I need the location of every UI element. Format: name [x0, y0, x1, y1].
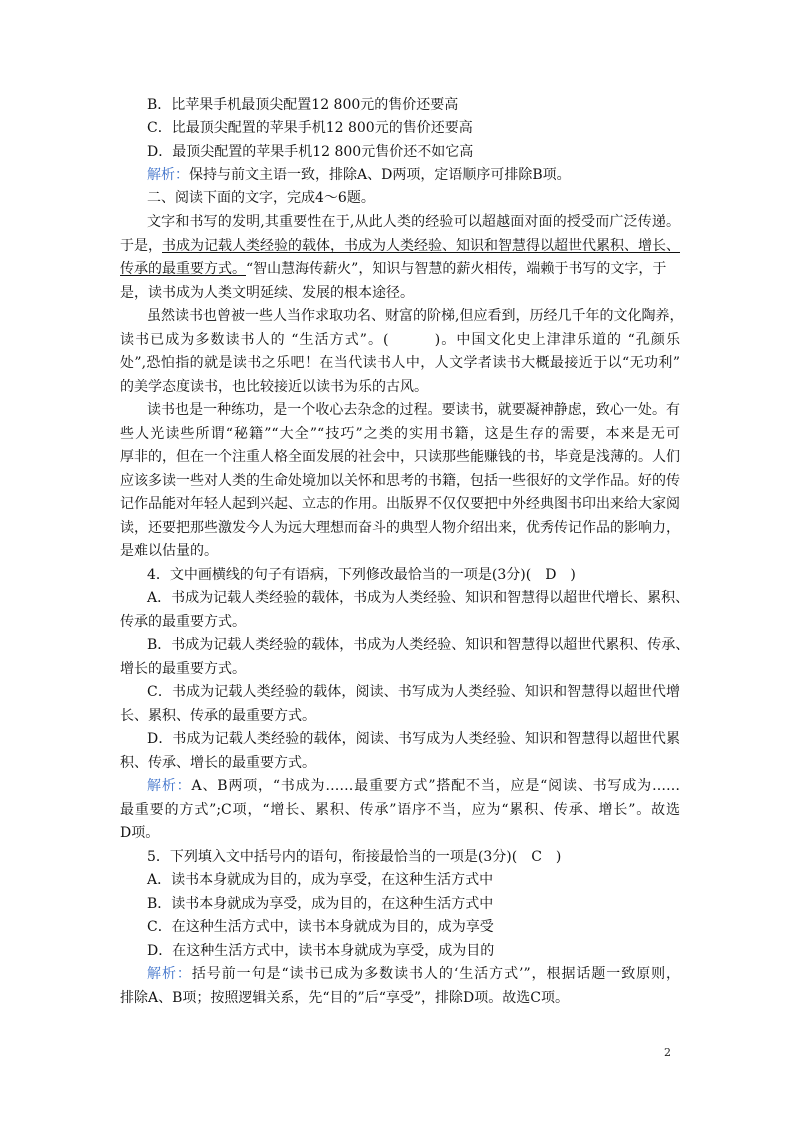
option-c-line: C．比最顶尖配置的苹果手机12 800元的售价还要高 — [147, 120, 473, 136]
passage-text: 于是， — [120, 238, 162, 254]
passage-line: 是难以估量的。 — [120, 543, 218, 559]
explanation-text: 保持与前文主语一致，排除A、D两项，定语顺序可排除B项。 — [189, 167, 571, 183]
underlined-sentence: 传承的最重要方式。 — [120, 261, 246, 277]
q4-option-b: B．书成为记载人类经验的载体，书成为人类经验、知识和智慧得以超世代累积、传承、 — [147, 637, 690, 653]
option-d-line: D．最顶尖配置的苹果手机12 800元售价还不如它高 — [147, 144, 474, 160]
explanation-text: A、B两项，“书成为……最重要方式”搭配不当，应是“阅读、书写成为…… — [191, 778, 680, 794]
passage-line: 是，读书成为人类文明延续、发展的根本途径。 — [120, 285, 414, 301]
passage-line: 读书已成为多数读书人的 “生活方式”。( )。中国文化史上津津乐道的 “孔颜乐 — [120, 332, 680, 348]
explanation-label: 解析： — [147, 778, 192, 794]
passage-line: 虽然读书也曾被一些人当作求取功名、财富的阶梯,但应看到，历经几千年的文化陶养， — [147, 308, 684, 324]
passage-line: 读，还要把那些激发今人为远大理想而奋斗的典型人物介绍出来，优秀传记作品的影响力， — [120, 520, 680, 536]
passage-line — [120, 259, 680, 279]
q5-option-c: C．在这种生活方式中，读书本身就成为目的，成为享受 — [147, 919, 494, 935]
passage-line: 厚非的，但在一个注重人格全面发展的社会中，只读那些能赚钱的书，毕竟是浅薄的。人们 — [120, 449, 680, 465]
question-5-stem: 5．下列填入文中括号内的语句，衔接最恰当的一项是(3分)( C ) — [147, 849, 562, 865]
passage-line: 记作品能对年轻人起到兴起、立志的作用。出版界不仅仅要把中外经典图书印出来给大家阅 — [120, 496, 680, 512]
passage-line: 文字和书写的发明,其重要性在于,从此人类的经验可以超越面对面的授受而广泛传递。 — [147, 214, 680, 230]
passage-text: “智山慧海传薪火”，知识与智慧的薪火相传，端赖于书写的文字，于 — [246, 261, 667, 277]
page-number: 2 — [664, 1046, 671, 1059]
q4-option-c-cont: 长、累积、传承的最重要方式。 — [120, 708, 316, 724]
explanation-q4 — [147, 776, 680, 796]
passage-line: 些人光读些所谓“秘籍”“大全”“技巧”之类的实用书籍，这是生存的需要，本来是无可 — [120, 426, 680, 442]
q5-option-d: D．在这种生活方式中，读书本身就成为享受，成为目的 — [147, 943, 495, 959]
q4-option-d: D．书成为记载人类经验的载体，阅读、书写成为人类经验、知识和智慧得以超世代累 — [147, 731, 680, 747]
q4-option-a: A．书成为记载人类经验的载体，书成为人类经验、知识和智慧得以超世代增长、累积、 — [147, 590, 690, 606]
explanation-line: D项。 — [120, 825, 160, 841]
explanation-label: 解析： — [147, 966, 192, 982]
underlined-sentence: 书成为记载人类经验的载体，书成为人类经验、知识和智慧得以超世代累积、增长、 — [162, 238, 680, 254]
explanation-line: 排除A、B项；按照逻辑关系，先“目的”后“享受”，排除D项。故选C项。 — [120, 990, 569, 1006]
q5-option-b: B．读书本身就成为享受，成为目的，在这种生活方式中 — [147, 896, 494, 912]
explanation-text: 括号前一句是“读书已成为多数读书人的‘生活方式’”，根据话题一致原则， — [191, 966, 681, 982]
explanation-label: 解析： — [147, 167, 189, 183]
explanation-q5 — [147, 964, 680, 984]
passage-line: 读书也是一种练功，是一个收心去杂念的过程。要读书，就要凝神静虑，致心一处。有 — [147, 402, 680, 418]
q4-option-a-cont: 传承的最重要方式。 — [120, 614, 246, 630]
q5-option-a: A．读书本身就成为目的，成为享受，在这种生活方式中 — [147, 872, 494, 888]
q4-option-c: C．书成为记载人类经验的载体，阅读、书写成为人类经验、知识和智慧得以超世代增 — [147, 684, 680, 700]
passage-line: 应该多读一些对人类的生命处境加以关怀和思考的书籍，包括一些很好的文学作品。好的传 — [120, 473, 680, 489]
explanation-line: 最重要的方式”;C项，“增长、累积、传承”语序不当，应为“累积、传承、增长”。故选 — [120, 802, 680, 818]
section-heading: 二、阅读下面的文字，完成4～6题。 — [147, 190, 375, 206]
q4-option-d-cont: 积、传承、增长的最重要方式。 — [120, 755, 316, 771]
passage-line: 的美学态度读书，也比较接近以读书为乐的古风。 — [120, 379, 428, 395]
passage-line: 处”,恐怕指的就是读书之乐吧！在当代读书人中，人文学者读书大概最接近于以“无功利” — [120, 355, 680, 371]
q4-option-b-cont: 增长的最重要方式。 — [120, 661, 246, 677]
explanation-q3 — [147, 165, 680, 185]
passage-line — [120, 236, 680, 256]
option-b-line: B．比苹果手机最顶尖配置12 800元的售价还要高 — [147, 97, 459, 113]
question-4-stem: 4．文中画横线的句子有语病，下列修改最恰当的一项是(3分)( D ) — [147, 567, 576, 583]
